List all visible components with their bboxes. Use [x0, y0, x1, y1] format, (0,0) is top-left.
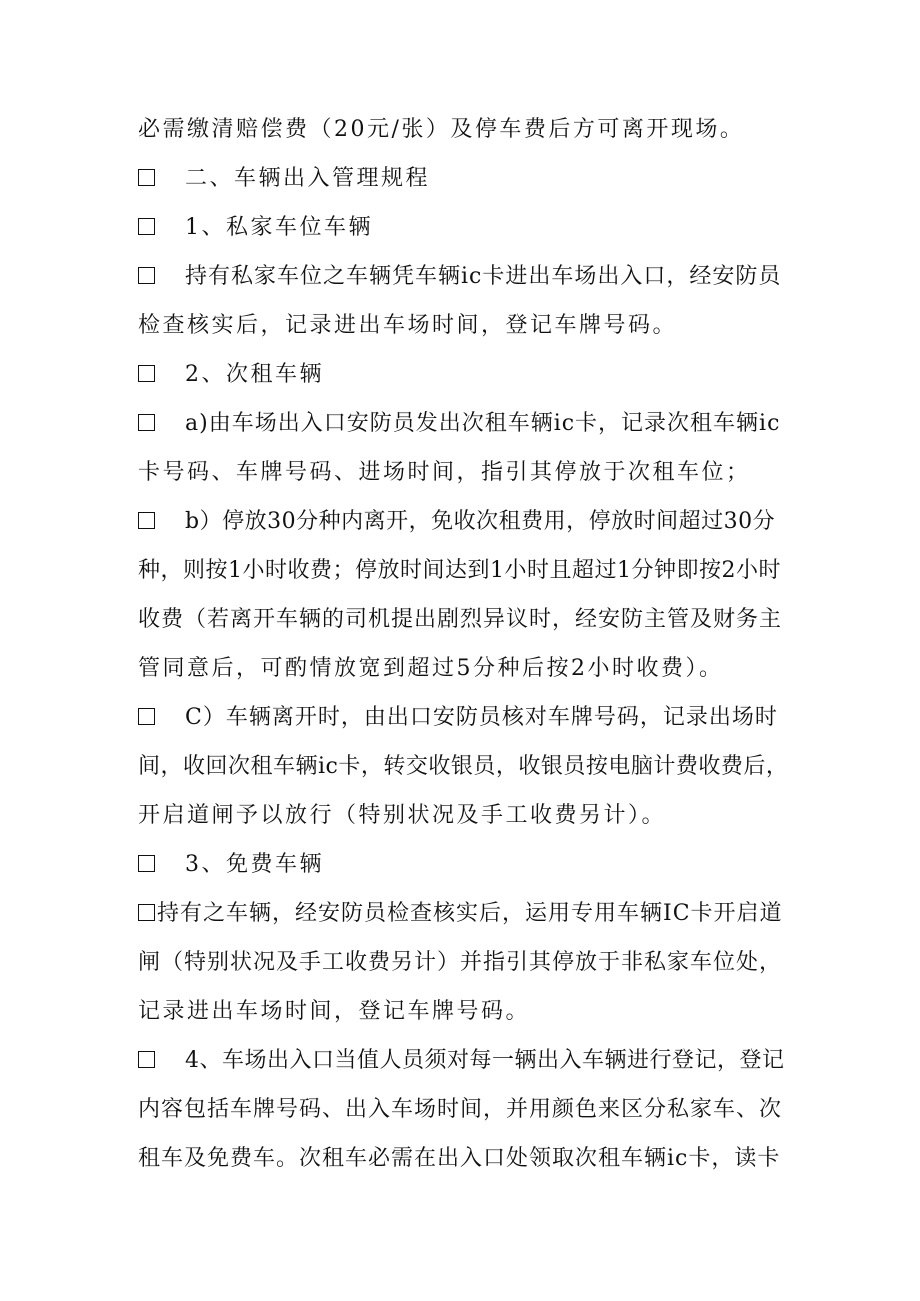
line-text: C）车辆离开时，由出口安防员核对车牌号码，记录出场时: [185, 705, 778, 730]
text-line: [138, 946, 788, 980]
checkbox-icon: [138, 1051, 155, 1068]
text-line: [138, 701, 788, 735]
text-line: [138, 603, 788, 637]
text-line: [138, 652, 788, 686]
line-text: 开启道闸予以放行（特别状况及手工收费另计）。: [138, 803, 667, 828]
line-text: b）停放30分种内离开，免收次租费用，停放时间超过30分: [185, 509, 776, 534]
checkbox-icon: [138, 267, 155, 284]
text-line: [138, 456, 788, 490]
text-line: [138, 1093, 788, 1127]
checkbox-icon: [138, 708, 155, 725]
text-line: [138, 309, 788, 343]
line-text: 闸（特别状况及手工收费另计）并指引其停放于非私家车位处，: [138, 950, 783, 975]
line-text: 必需缴清赔偿费（20元/张）及停车费后方可离开现场。: [138, 117, 745, 142]
section-heading: 二、车辆出入管理规程: [185, 166, 431, 191]
line-text: 租车及免费车。次租车必需在出入口处领取次租车辆ic卡，读卡: [138, 1146, 781, 1171]
checkbox-icon: [138, 904, 155, 921]
line-text: 收费（若离开车辆的司机提出剧烈异议时，经安防主管及财务主: [138, 607, 783, 632]
line-text: 持有私家车位之车辆凭车辆ic卡进出车场出入口，经安防员: [185, 264, 782, 289]
line-text: 卡号码、车牌号码、进场时间，指引其停放于次租车位；: [138, 460, 751, 485]
subheading-line: [138, 848, 788, 882]
subsection-heading: 3、免费车辆: [185, 852, 324, 877]
text-line: [138, 407, 788, 441]
checkbox-icon: [138, 218, 155, 235]
text-line: [138, 554, 788, 588]
checkbox-icon: [138, 169, 155, 186]
text-line: [138, 1044, 788, 1078]
line-text: 持有之车辆，经安防员检查核实后，运用专用车辆IC卡开启道: [157, 901, 783, 926]
subheading-line: [138, 358, 788, 392]
subheading-line: [138, 211, 788, 245]
line-text: 管同意后，可酌情放宽到超过5分种后按2小时收费）。: [138, 656, 724, 681]
checkbox-icon: [138, 365, 155, 382]
text-line: [138, 897, 788, 931]
text-line: [138, 113, 788, 147]
heading-line: [138, 162, 788, 196]
line-text: 内容包括车牌号码、出入车场时间，并用颜色来区分私家车、次: [138, 1097, 783, 1122]
checkbox-icon: [138, 512, 155, 529]
line-text: 记录进出车场时间，登记车牌号码。: [138, 999, 531, 1024]
checkbox-icon: [138, 414, 155, 431]
line-text: a)由车场出入口安防员发出次租车辆ic卡，记录次租车辆ic: [185, 411, 781, 436]
text-line: [138, 1142, 788, 1176]
line-text: 检查核实后，记录进出车场时间，登记车牌号码。: [138, 313, 678, 338]
line-text: 4、车场出入口当值人员须对每一辆出入车辆进行登记，登记: [185, 1048, 785, 1073]
line-text: 种，则按1小时收费；停放时间达到1小时且超过1分钟即按2小时: [138, 558, 781, 583]
line-text: 间，收回次租车辆ic卡，转交收银员，收银员按电脑计费收费后，: [138, 754, 789, 779]
text-line: [138, 260, 788, 294]
subsection-heading: 2、次租车辆: [185, 362, 324, 387]
checkbox-icon: [138, 855, 155, 872]
text-line: [138, 995, 788, 1029]
text-line: [138, 799, 788, 833]
text-line: [138, 750, 788, 784]
text-line: [138, 505, 788, 539]
subsection-heading: 1、私家车位车辆: [185, 215, 373, 240]
